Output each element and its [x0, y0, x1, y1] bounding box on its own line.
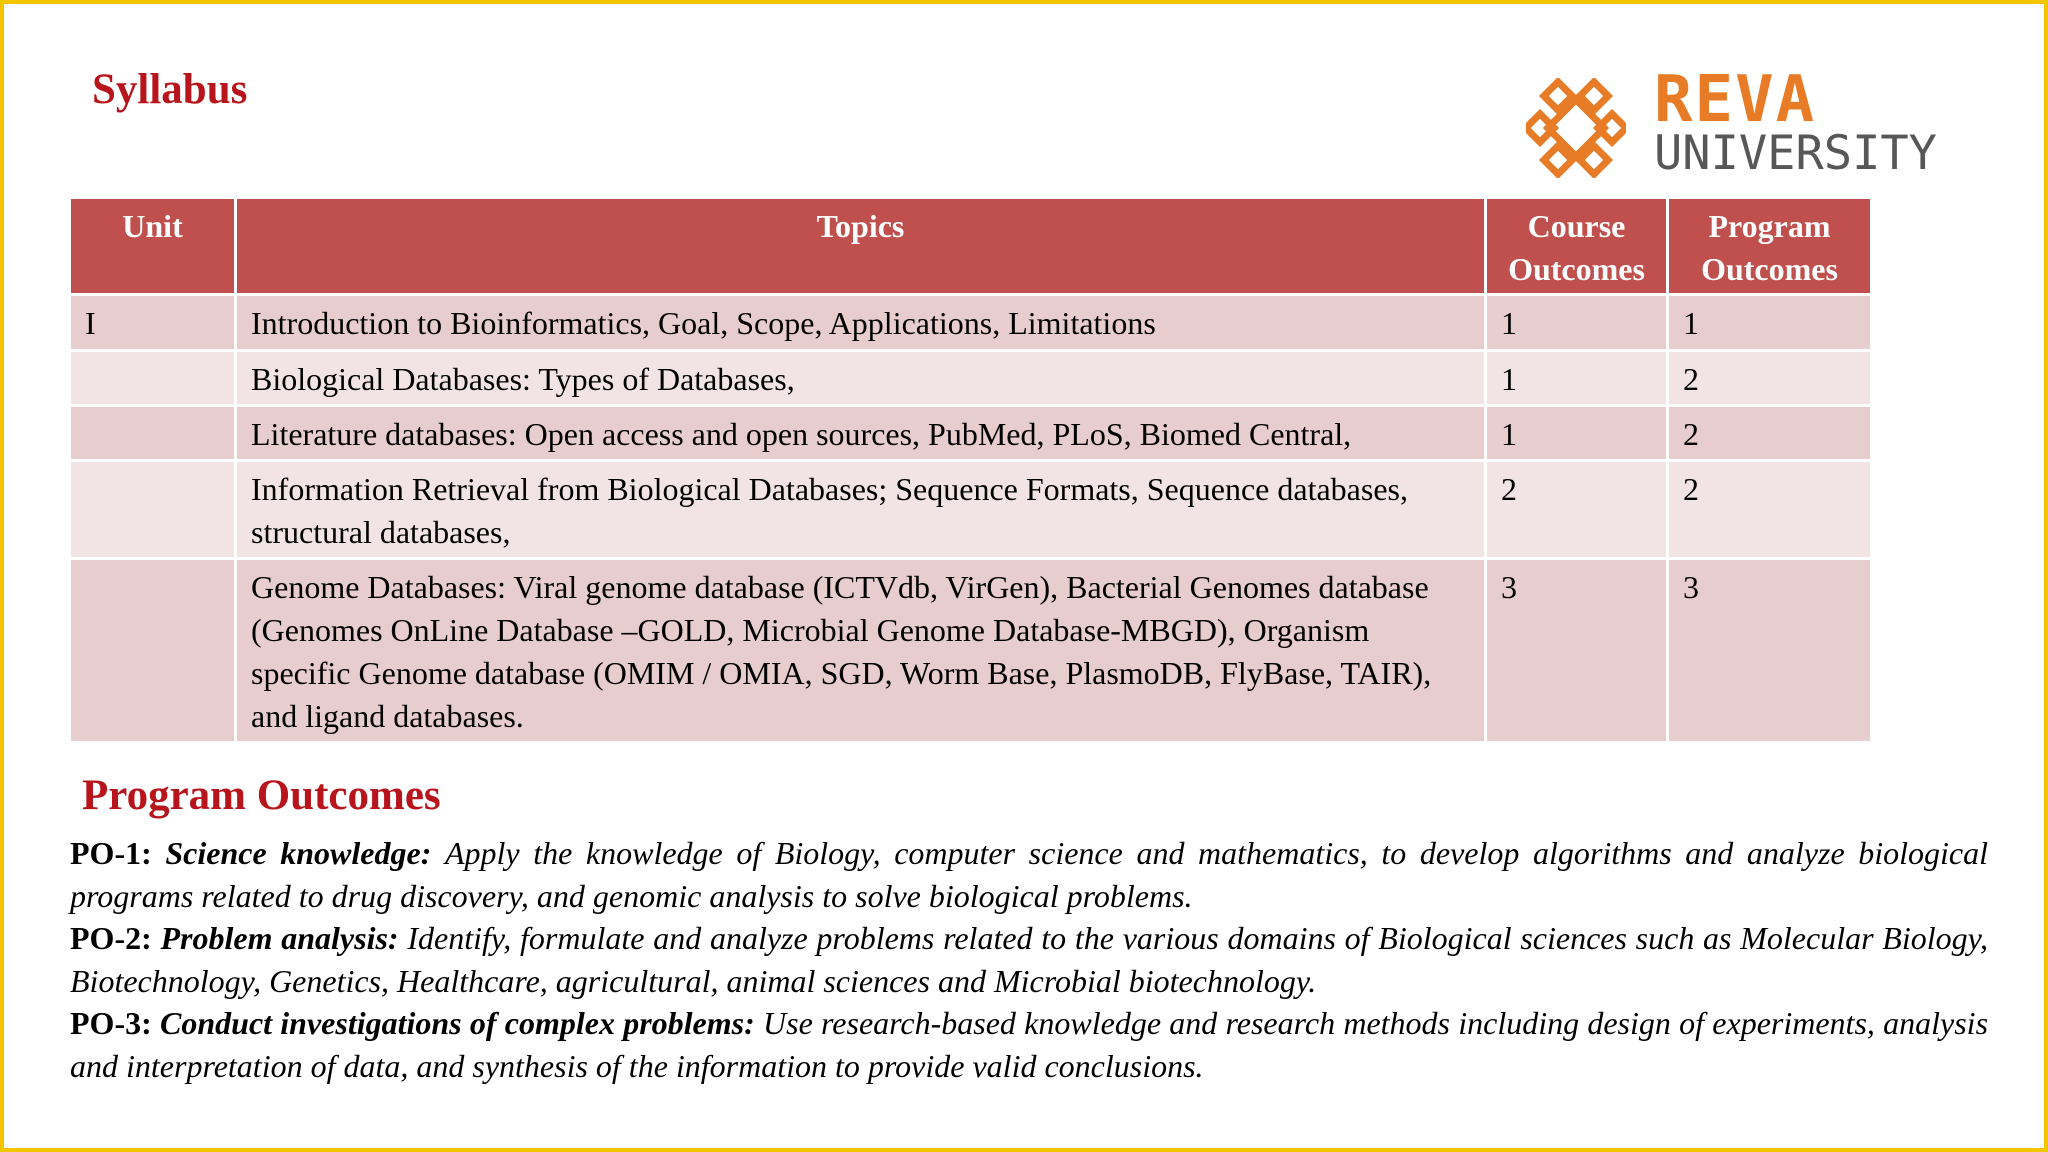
po-description: Apply the knowledge of Biology, computer science and mathematics, to develop algorithms and analyze biological programs related to drug discovery, and genomic analysis to solve biological problems. — [70, 835, 1989, 914]
cell-unit — [70, 559, 236, 743]
table-row — [70, 295, 1872, 351]
endless-knot-icon — [1526, 78, 1626, 178]
cell-course-outcome: 1 — [1486, 295, 1668, 351]
table-row — [70, 559, 1872, 743]
table-row — [70, 406, 1872, 461]
cell-topic: Information Retrieval from Biological Databases; Sequence Formats, Sequence databases, structural databases, — [236, 461, 1486, 559]
table-row — [70, 351, 1872, 406]
po-title: Problem analysis: — [160, 920, 399, 956]
logo-brand-text: REVA — [1654, 63, 1817, 137]
po-title: Conduct investigations of complex problems: — [160, 1005, 755, 1041]
program-outcome-item — [70, 1002, 1988, 1087]
cell-program-outcome: 3 — [1668, 559, 1872, 743]
cell-topic: Biological Databases: Types of Databases, — [236, 351, 1486, 406]
cell-course-outcome: 1 — [1486, 351, 1668, 406]
cell-course-outcome: 1 — [1486, 406, 1668, 461]
cell-unit — [70, 406, 236, 461]
po-description: Use research-based knowledge and research methods including design of experiments, analysis and interpretation of data, and synthesis of the information to provide valid conclusions. — [70, 1005, 1989, 1084]
po-code: PO-1: — [70, 835, 152, 871]
header-unit — [70, 198, 236, 295]
cell-unit — [70, 351, 236, 406]
program-outcomes-list — [70, 832, 1988, 1087]
header-program-outcomes-line2: Outcomes — [1701, 251, 1838, 287]
cell-topic: Literature databases: Open access and open sources, PubMed, PLoS, Biomed Central, — [236, 406, 1486, 461]
cell-unit — [70, 461, 236, 559]
po-description: Identify, formulate and analyze problems related to the various domains of Biological sciences such as Molecular Biology, Biotechnology, Genetics, Healthcare, agricultural, animal sciences and Microbial biotechnology. — [70, 920, 1989, 999]
cell-topic: Introduction to Bioinformatics, Goal, Scope, Applications, Limitations — [236, 295, 1486, 351]
logo-sub-text: UNIVERSITY — [1654, 126, 1937, 181]
header-unit-label: Unit — [122, 208, 183, 244]
header-course-outcomes-line1: Course — [1527, 208, 1626, 244]
cell-program-outcome: 2 — [1668, 406, 1872, 461]
cell-program-outcome: 1 — [1668, 295, 1872, 351]
header-program-outcomes — [1668, 198, 1872, 295]
cell-unit: I — [70, 295, 236, 351]
po-code: PO-3: — [70, 1005, 152, 1041]
reva-university-logo — [1526, 63, 1986, 184]
header-program-outcomes-line1: Program — [1708, 208, 1831, 244]
po-code: PO-2: — [70, 920, 152, 956]
header-course-outcomes-line2: Outcomes — [1508, 251, 1645, 287]
cell-course-outcome: 3 — [1486, 559, 1668, 743]
syllabus-table — [68, 196, 1873, 744]
table-row — [70, 461, 1872, 559]
cell-topic: Genome Databases: Viral genome database (ICTVdb, VirGen), Bacterial Genomes database (Genomes OnLine Database –GOLD, Microbial Genome Database-MBGD), Organism specific Genome database (OMIM / OMIA, SGD, Worm Base, PlasmoDB, FlyBase, TAIR), and ligand databases. — [236, 559, 1486, 743]
header-topics — [236, 198, 1486, 295]
program-outcome-item — [70, 832, 1988, 917]
header-topics-label: Topics — [816, 208, 905, 244]
table-header-row — [70, 198, 1872, 295]
cell-course-outcome: 2 — [1486, 461, 1668, 559]
po-title: Science knowledge: — [165, 835, 432, 871]
header-course-outcomes — [1486, 198, 1668, 295]
slide-title: Syllabus — [92, 66, 248, 113]
program-outcomes-heading: Program Outcomes — [82, 772, 441, 819]
cell-program-outcome: 2 — [1668, 351, 1872, 406]
program-outcome-item — [70, 917, 1988, 1002]
cell-program-outcome: 2 — [1668, 461, 1872, 559]
